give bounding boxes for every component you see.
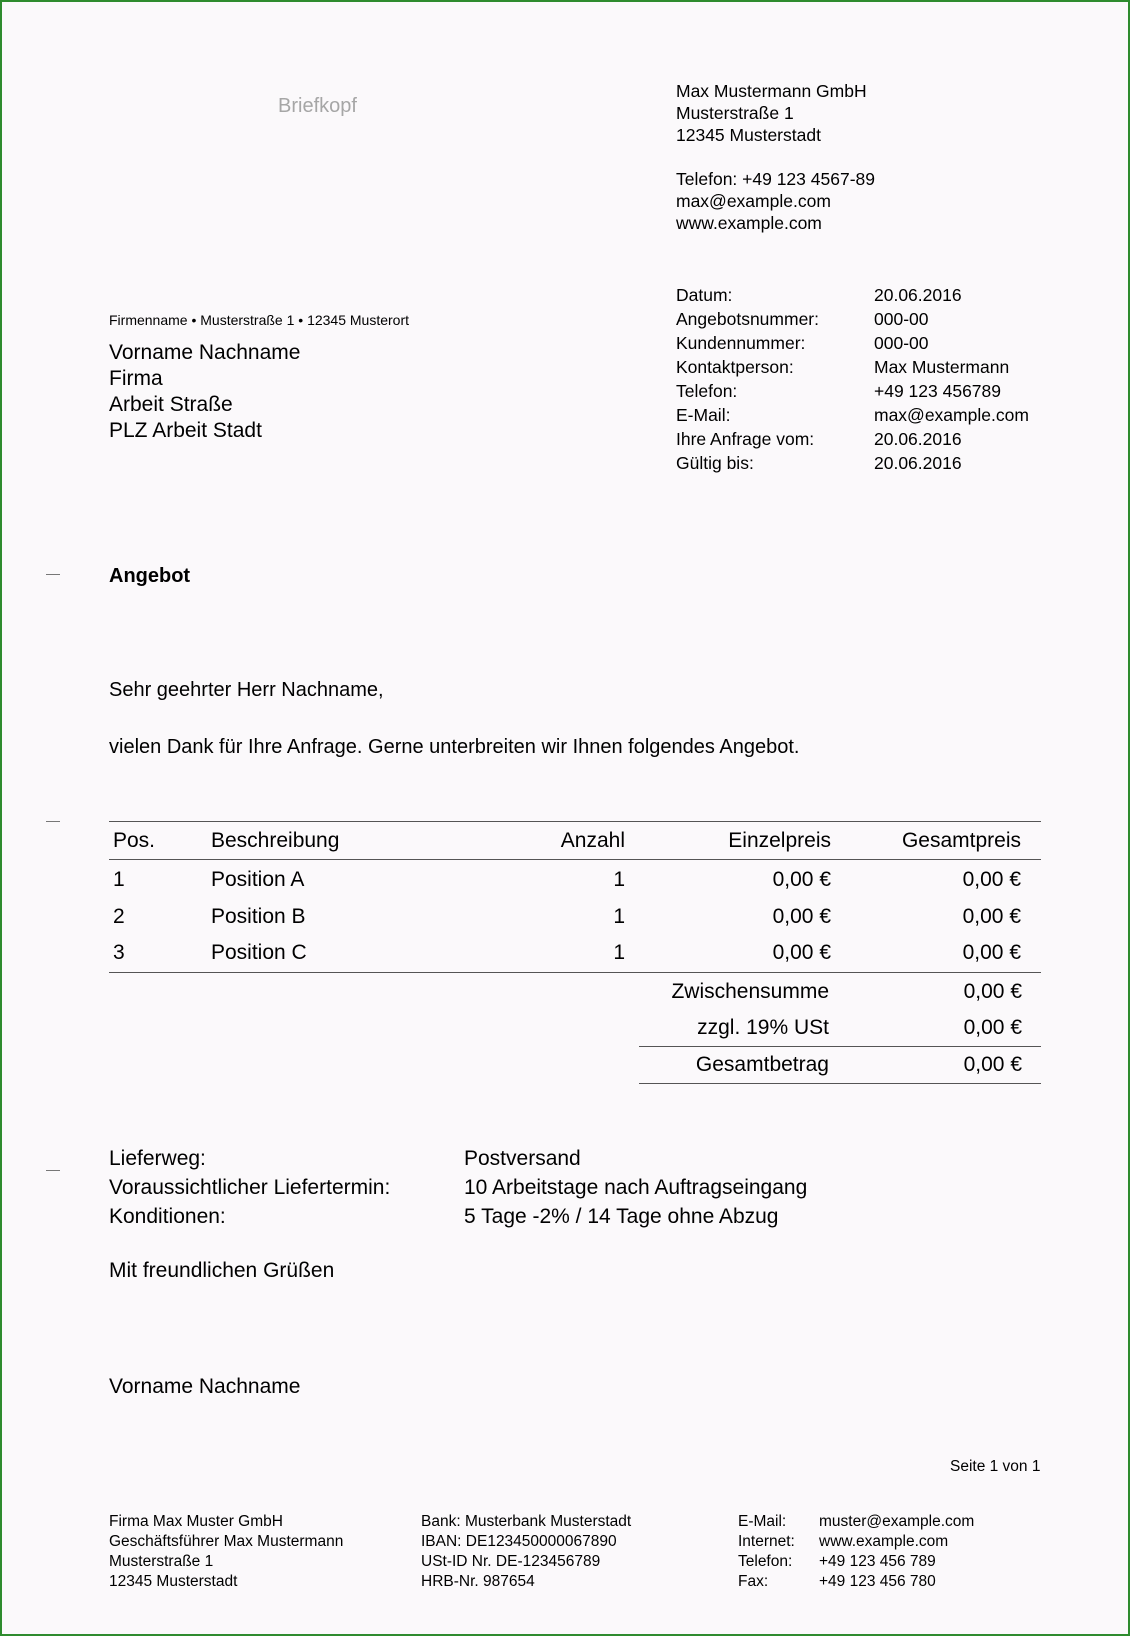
recipient-address <box>109 340 300 444</box>
subtotal-label: Zwischensumme <box>671 980 829 1003</box>
sender-city: 12345 Musterstadt <box>676 125 821 145</box>
cell-total-price: 0,00 € <box>962 941 1021 965</box>
vat-value: 0,00 € <box>963 1016 1022 1039</box>
terms-block <box>109 1144 807 1231</box>
meta-label: Kundennummer: <box>676 333 806 353</box>
cell-unit-price: 0,00 € <box>772 868 831 892</box>
header-quantity: Anzahl <box>560 828 625 852</box>
footer-contact-label: Telefon: <box>738 1553 793 1570</box>
footer-line: Bank: Musterbank Musterstadt <box>421 1513 632 1530</box>
sender-email: max@example.com <box>676 191 831 211</box>
subtotal-row <box>639 974 1041 1010</box>
meta-row <box>676 451 1029 475</box>
recipient-name: Vorname Nachname <box>109 341 301 364</box>
vat-row <box>639 1010 1041 1046</box>
meta-row <box>676 403 1029 427</box>
cell-unit-price: 0,00 € <box>772 904 831 928</box>
footer-bank <box>421 1512 631 1592</box>
offer-meta <box>676 283 1029 475</box>
punch-mark <box>46 821 60 822</box>
closing-phrase: Mit freundlichen Grüßen <box>109 1259 335 1282</box>
items-table <box>109 821 1041 973</box>
totals-block <box>639 974 1041 1084</box>
terms-value: Postversand <box>464 1147 581 1170</box>
footer-contact-row <box>738 1532 974 1552</box>
meta-value: 20.06.2016 <box>874 429 962 449</box>
vat-label: zzgl. 19% USt <box>697 1016 829 1039</box>
table-header <box>109 821 1041 860</box>
footer-contact-row <box>738 1512 974 1532</box>
sender-phone: Telefon: +49 123 4567-89 <box>676 169 875 189</box>
return-address-line: Firmenname • Musterstraße 1 • 12345 Musterort <box>109 312 410 328</box>
cell-description: Position A <box>211 868 305 892</box>
grand-total-value: 0,00 € <box>963 1053 1022 1076</box>
meta-label: Ihre Anfrage vom: <box>676 429 815 449</box>
meta-value: max@example.com <box>874 405 1029 425</box>
table-row <box>109 935 1041 972</box>
grand-total-row <box>639 1046 1041 1084</box>
footer-contact-value: +49 123 456 780 <box>819 1573 936 1590</box>
meta-value: 20.06.2016 <box>874 453 962 473</box>
meta-value: Max Mustermann <box>874 357 1010 377</box>
letterhead-placeholder: Briefkopf <box>278 95 357 117</box>
footer-contact-label: Internet: <box>738 1533 795 1550</box>
salutation: Sehr geehrter Herr Nachname, <box>109 679 384 701</box>
header-description: Beschreibung <box>211 828 340 852</box>
meta-row <box>676 427 1029 451</box>
sender-web: www.example.com <box>676 213 822 233</box>
recipient-city: PLZ Arbeit Stadt <box>109 419 262 442</box>
meta-row <box>676 283 1029 307</box>
footer-contact-label: Fax: <box>738 1573 769 1590</box>
recipient-street: Arbeit Straße <box>109 393 233 416</box>
recipient-company: Firma <box>109 367 163 390</box>
subject-heading: Angebot <box>109 565 191 587</box>
table-row <box>109 862 1041 899</box>
meta-label: Kontaktperson: <box>676 357 794 377</box>
page-number: Seite 1 von 1 <box>950 1458 1041 1475</box>
grand-total-label: Gesamtbetrag <box>695 1053 829 1076</box>
terms-value: 5 Tage -2% / 14 Tage ohne Abzug <box>464 1205 779 1228</box>
footer-contact <box>738 1512 974 1592</box>
cell-pos: 2 <box>113 904 125 928</box>
meta-row <box>676 355 1029 379</box>
intro-text: vielen Dank für Ihre Anfrage. Gerne unterbreiten wir Ihnen folgendes Angebot. <box>109 736 800 758</box>
cell-description: Position C <box>211 941 307 965</box>
terms-value: 10 Arbeitstage nach Auftragseingang <box>464 1176 808 1199</box>
footer-line: IBAN: DE123450000067890 <box>421 1533 617 1550</box>
cell-unit-price: 0,00 € <box>772 941 831 965</box>
cell-quantity: 1 <box>613 941 625 965</box>
footer-line: Firma Max Muster GmbH <box>109 1513 283 1530</box>
sender-street: Musterstraße 1 <box>676 103 794 123</box>
fold-mark <box>46 1170 60 1171</box>
footer-contact-value: +49 123 456 789 <box>819 1553 936 1570</box>
meta-label: E-Mail: <box>676 405 731 425</box>
meta-label: Datum: <box>676 285 733 305</box>
footer-line: HRB-Nr. 987654 <box>421 1573 535 1590</box>
terms-label: Lieferweg: <box>109 1147 206 1170</box>
meta-row <box>676 307 1029 331</box>
signature-name: Vorname Nachname <box>109 1375 301 1398</box>
sender-company: Max Mustermann GmbH <box>676 81 867 101</box>
header-total-price: Gesamtpreis <box>901 828 1021 852</box>
meta-value: 000-00 <box>874 333 929 353</box>
meta-value: 20.06.2016 <box>874 285 962 305</box>
cell-quantity: 1 <box>613 904 625 928</box>
footer-line: Musterstraße 1 <box>109 1553 214 1570</box>
meta-label: Telefon: <box>676 381 738 401</box>
footer-line: Geschäftsführer Max Mustermann <box>109 1533 344 1550</box>
fold-mark <box>46 574 60 575</box>
meta-label: Gültig bis: <box>676 453 754 473</box>
footer-contact-row <box>738 1572 974 1592</box>
terms-row <box>109 1173 807 1202</box>
footer-contact-row <box>738 1552 974 1572</box>
footer-contact-label: E-Mail: <box>738 1513 787 1530</box>
terms-label: Konditionen: <box>109 1205 226 1228</box>
cell-total-price: 0,00 € <box>962 904 1021 928</box>
header-unit-price: Einzelpreis <box>728 828 831 852</box>
cell-pos: 3 <box>113 941 125 965</box>
table-row <box>109 899 1041 936</box>
subtotal-value: 0,00 € <box>963 980 1022 1003</box>
meta-row <box>676 331 1029 355</box>
cell-quantity: 1 <box>613 868 625 892</box>
terms-row <box>109 1202 807 1231</box>
sender-address <box>676 80 875 234</box>
terms-row <box>109 1144 807 1173</box>
cell-description: Position B <box>211 904 306 928</box>
meta-label: Angebotsnummer: <box>676 309 819 329</box>
footer-company <box>109 1512 343 1592</box>
cell-total-price: 0,00 € <box>962 868 1021 892</box>
table-body <box>109 860 1041 973</box>
footer-line: USt-ID Nr. DE-123456789 <box>421 1553 601 1570</box>
footer-contact-value: muster@example.com <box>819 1513 975 1530</box>
header-pos: Pos. <box>113 828 156 852</box>
meta-row <box>676 379 1029 403</box>
meta-value: +49 123 456789 <box>874 381 1002 401</box>
footer-line: 12345 Musterstadt <box>109 1573 238 1590</box>
footer-contact-value: www.example.com <box>819 1533 949 1550</box>
terms-label: Voraussichtlicher Liefertermin: <box>109 1176 391 1199</box>
meta-value: 000-00 <box>874 309 929 329</box>
cell-pos: 1 <box>113 868 125 892</box>
